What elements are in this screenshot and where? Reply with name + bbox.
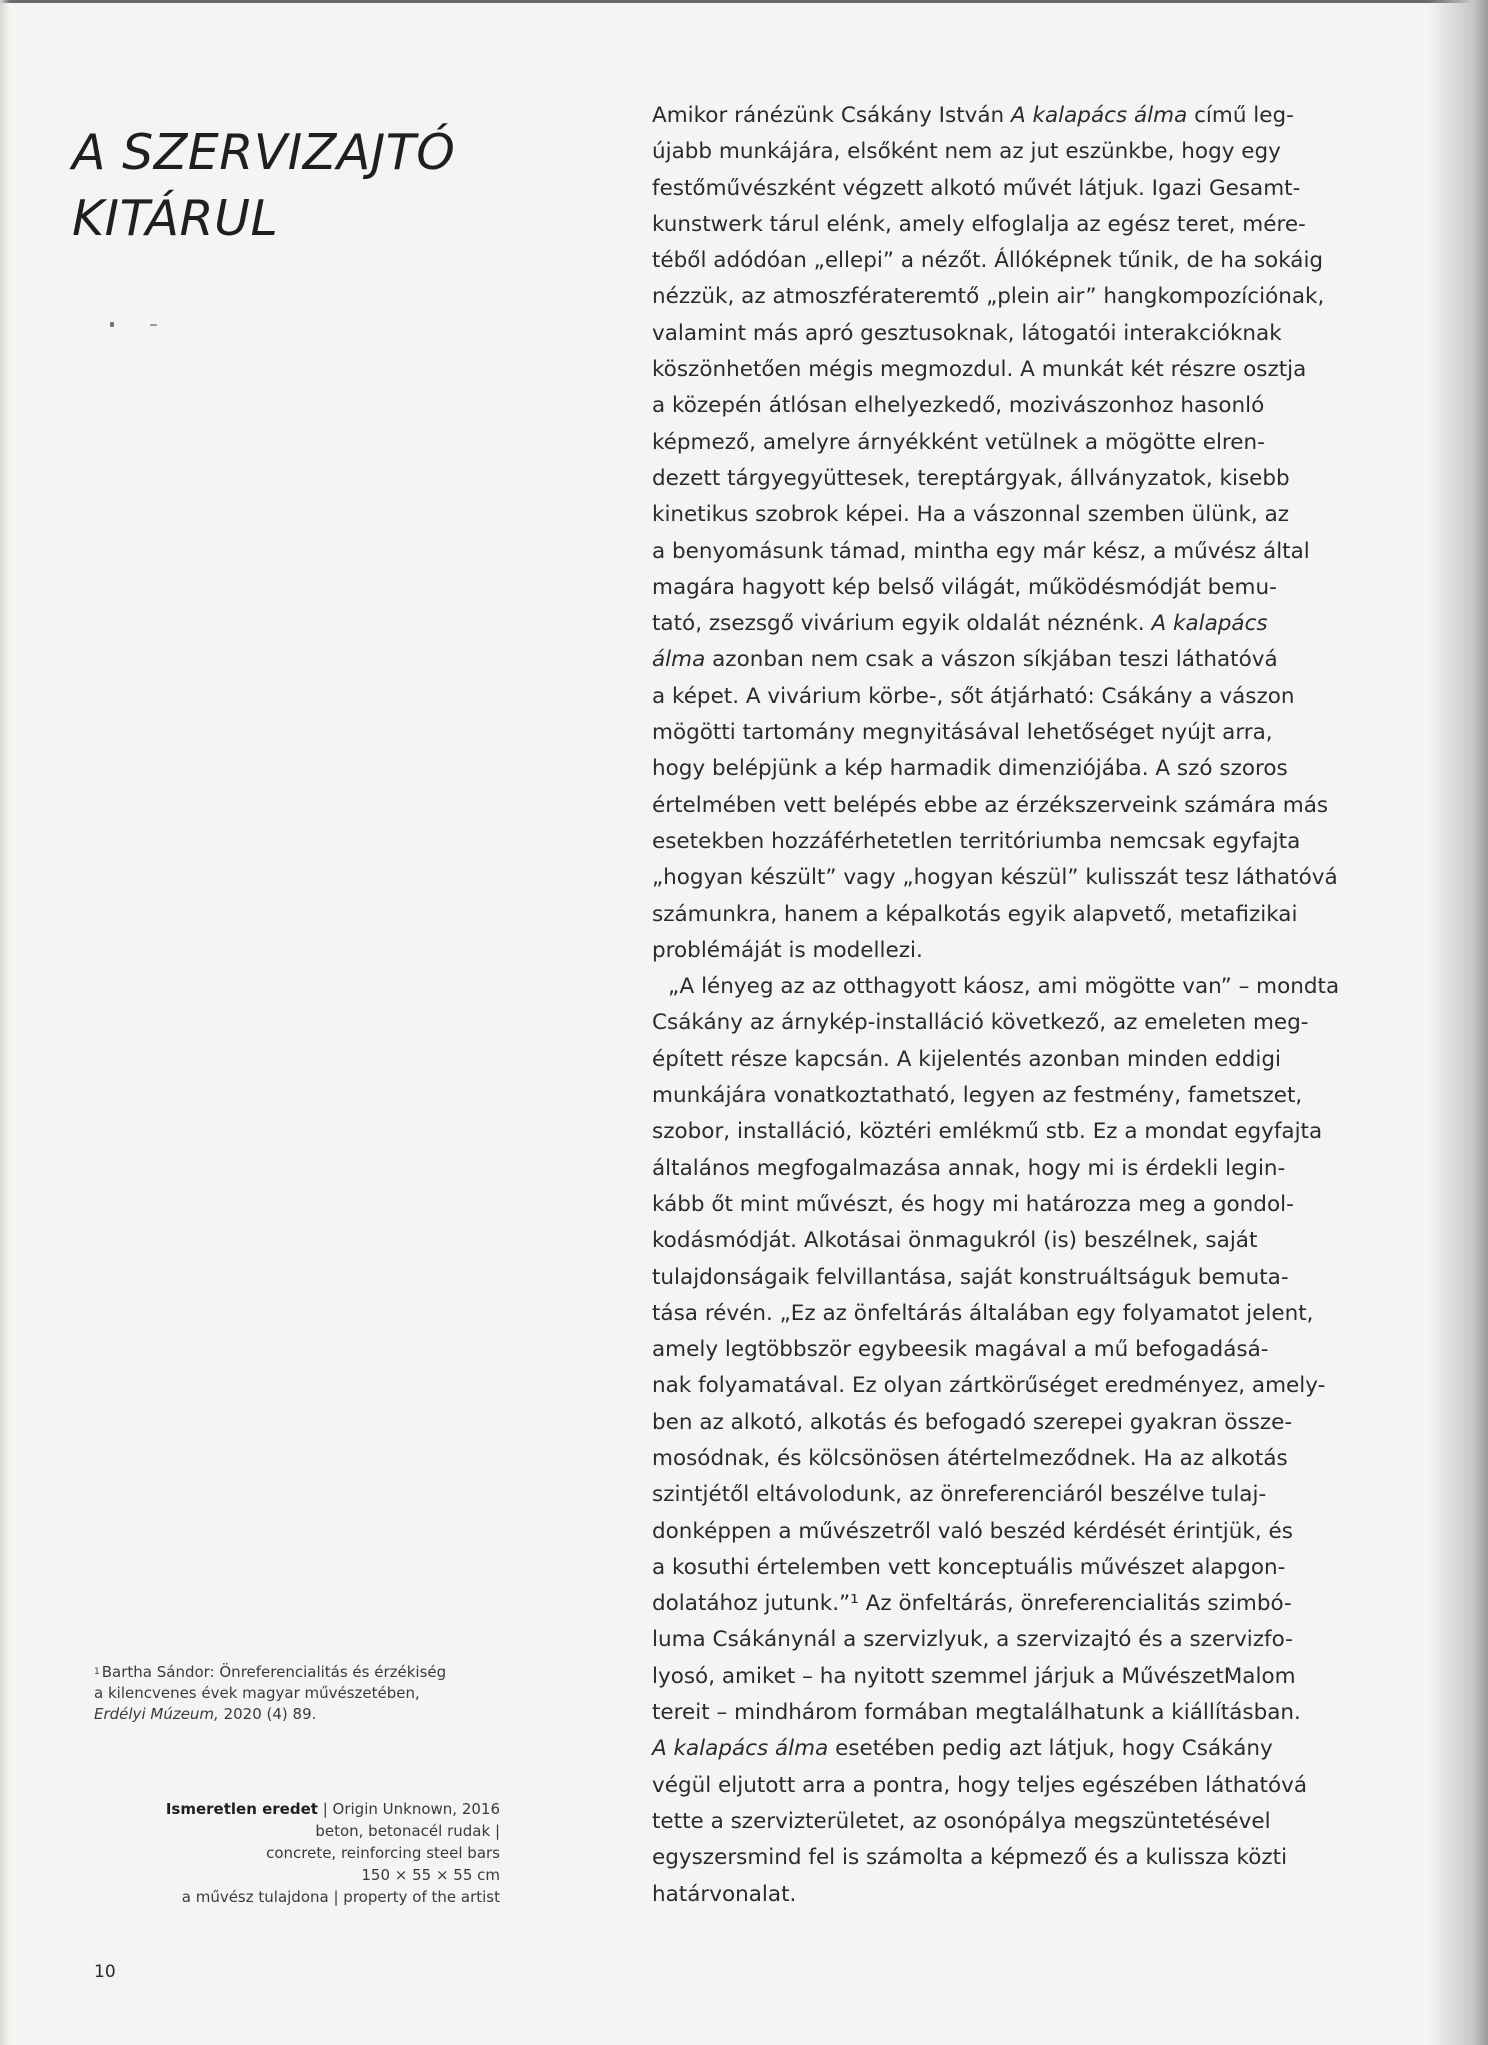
body-text-line [652, 642, 1352, 678]
body-text-segment: nak folyamatával. Ez olyan zártkörűséget eredményez, amely- [652, 1373, 1326, 1399]
body-text-line [652, 897, 1352, 933]
footnote-number: 1 [94, 1667, 100, 1677]
caption-materials-en: concrete, reinforcing steel bars [266, 1844, 500, 1862]
body-text-line [652, 316, 1352, 352]
caption-title-line [100, 1798, 500, 1820]
body-text-segment: mosódnak, és kölcsönösen átértelmeződnek. Ha az alkotás [652, 1445, 1288, 1471]
body-text-segment: lyosó, amiket – ha nyitott szemmel járjuk a MűvészetMalom [652, 1663, 1296, 1689]
body-text-segment: szobor, installáció, köztéri emlékmű stb. Ez a mondat egyfajta [652, 1119, 1323, 1145]
page-gutter-shadow [1428, 0, 1488, 2045]
footnote [94, 1662, 524, 1725]
body-text-line [652, 1586, 1352, 1622]
body-text-line [652, 1005, 1352, 1041]
body-text-segment: számunkra, hanem a képalkotás egyik alapvető, metafizikai [652, 901, 1298, 927]
body-text-line [652, 207, 1352, 243]
body-text-segment: szintjétől eltávolodunk, az önreferenciáról beszélve tulaj- [652, 1482, 1267, 1508]
body-text-segment: tulajdonságaik felvillantása, saját konstruáltságuk bemuta- [652, 1264, 1289, 1290]
body-text-line [652, 1368, 1352, 1404]
body-text-segment: problémáját is modellezi. [652, 937, 923, 963]
body-text-segment: tató, zsezsgő vivárium egyik oldalát néznénk. [652, 611, 1152, 637]
body-text-segment: újabb munkájára, elsőként nem az jut eszünkbe, hogy egy [652, 139, 1281, 165]
caption-ownership: a művész tulajdona | property of the artist [181, 1888, 500, 1906]
body-text-segment: dolatához jutunk.”¹ Az önfeltárás, önreferencialitás szimbó- [652, 1591, 1292, 1617]
body-text-line [652, 751, 1352, 787]
body-text-segment: „A lényeg az az otthagyott káosz, ami mögötte van” – mondta [668, 974, 1340, 1000]
body-text-line [652, 606, 1352, 642]
body-text-segment: Csákány az árnykép-installáció következő, az emeleten meg- [652, 1010, 1309, 1036]
body-text-line [652, 1622, 1352, 1658]
body-text-line [652, 1260, 1352, 1296]
body-text-line [652, 1695, 1352, 1731]
article-title [72, 120, 552, 252]
body-text-line [652, 1223, 1352, 1259]
body-text-segment: azonban nem csak a vászon síkjában teszi láthatóvá [705, 647, 1278, 673]
body-text-line [652, 1114, 1352, 1150]
footnote-journal: Erdélyi Múzeum, [94, 1705, 219, 1723]
body-text-segment: a közepén átlósan elhelyezkedő, mozivászonhoz hasonló [652, 393, 1265, 419]
body-text-segment: téből adódóan „ellepi” a nézőt. Állóképnek tűnik, de ha sokáig [652, 248, 1324, 274]
body-text-line [652, 1151, 1352, 1187]
body-text-line [652, 933, 1352, 969]
page-top-edge [0, 0, 1488, 3]
caption-title-english: | Origin Unknown, 2016 [317, 1800, 500, 1818]
caption-dimensions: 150 × 55 × 55 cm [361, 1866, 500, 1884]
body-text-segment: a benyomásunk támad, mintha egy már kész, a művész által [652, 538, 1310, 564]
body-text-line [652, 461, 1352, 497]
body-text-segment: valamint más apró gesztusoknak, látogatói interakcióknak [652, 320, 1282, 346]
body-text-line [652, 570, 1352, 606]
body-text-segment: végül eljutott arra a pontra, hogy teljes egészében láthatóvá [652, 1772, 1308, 1798]
body-text-line [652, 824, 1352, 860]
body-text-line [652, 388, 1352, 424]
body-text-segment: donképpen a művészetről való beszéd kérdését érintjük, és [652, 1518, 1293, 1544]
caption-materials-hu: beton, betonacél rudak | [315, 1822, 500, 1840]
body-text-line [652, 534, 1352, 570]
ornament-dash [150, 324, 157, 326]
italic-artwork-title: A kalapács álma [652, 1736, 829, 1762]
article-body [652, 98, 1352, 1913]
body-text-segment: tása révén. „Ez az önfeltárás általában egy folyamatot jelent, [652, 1300, 1314, 1326]
body-text-line [652, 1731, 1352, 1767]
body-text-segment: esetekben hozzáférhetetlen territóriumba nemcsak egyfajta [652, 828, 1301, 854]
body-text-line [652, 1441, 1352, 1477]
body-text-segment: a képet. A vivárium körbe-, sőt átjárható: Csákány a vászon [652, 683, 1295, 709]
body-text-line [652, 1514, 1352, 1550]
body-text-segment: kinetikus szobrok képei. Ha a vászonnal szemben ülünk, az [652, 502, 1290, 528]
body-text-segment: a kosuthi értelemben vett konceptuális művészet alapgon- [652, 1554, 1286, 1580]
body-text-segment: köszönhetően mégis megmozdul. A munkát két részre osztja [652, 357, 1307, 383]
body-text-segment: egyszersmind fel is számolta a képmező és a kulissza közti [652, 1845, 1288, 1871]
body-text-line [652, 1659, 1352, 1695]
italic-artwork-title: A kalapács álma [1010, 103, 1188, 128]
body-text-segment: nézzük, az atmoszférateremtő „plein air” hangkompozíciónak, [652, 284, 1325, 310]
body-text-line [652, 1804, 1352, 1840]
footnote-text: Bartha Sándor: Önreferencialitás és érzékiség [101, 1663, 447, 1681]
body-text-segment: kodásmódját. Alkotásai önmagukról (is) beszélnek, saját [652, 1228, 1258, 1254]
body-text-segment: hogy belépjünk a kép harmadik dimenziójába. A szó szoros [652, 756, 1288, 782]
body-text-line [652, 279, 1352, 315]
page-left-shadow [0, 0, 10, 2045]
body-text-segment: tereit – mindhárom formában megtalálhatunk a kiállításban. [652, 1700, 1301, 1726]
body-text-line [652, 425, 1352, 461]
body-text-segment: értelmében vett belépés ebbe az érzékszerveink számára más [652, 792, 1329, 818]
footnote-line: a kilencvenes évek magyar művészetében, [94, 1684, 420, 1702]
body-text-line [652, 243, 1352, 279]
body-text-segment: Amikor ránézünk Csákány István [652, 103, 1011, 128]
body-text-segment: amely legtöbbször egybeesik magával a mű befogadásá- [652, 1337, 1269, 1363]
italic-artwork-title: A kalapács [1151, 611, 1268, 637]
body-text-line [652, 497, 1352, 533]
body-text-segment: esetében pedig azt látjuk, hogy Csákány [828, 1736, 1273, 1762]
body-text-segment: épített része kapcsán. A kijelentés azonban minden eddigi [652, 1046, 1281, 1072]
ornament-dot [110, 322, 114, 327]
body-text-segment: kább őt mint művészt, és hogy mi határozza meg a gondol- [652, 1191, 1294, 1217]
body-text-segment: luma Csákánynál a szervizlyuk, a szervizajtó és a szervizfo- [652, 1627, 1293, 1653]
title-ornament [110, 322, 160, 332]
body-text-line [652, 1296, 1352, 1332]
body-text-segment: mögötti tartomány megnyitásával lehetőséget nyújt arra, [652, 720, 1273, 746]
body-text-line [652, 1840, 1352, 1876]
caption-title: Ismeretlen eredet [165, 1800, 318, 1818]
body-text-segment: „hogyan készült” vagy „hogyan készül” kulisszát tesz láthatóvá [652, 865, 1338, 891]
body-text-segment: festőművészként végzett alkotó művét látjuk. Igazi Gesamt- [652, 175, 1301, 201]
body-text-segment: tette a szervizterületet, az osonópálya megszüntetésével [652, 1808, 1271, 1834]
artwork-caption [100, 1798, 500, 1908]
body-text-segment: általános megfogalmazása annak, hogy mi is érdekli legin- [652, 1155, 1286, 1181]
italic-artwork-title: álma [652, 647, 706, 673]
body-text-line [652, 679, 1352, 715]
body-text-line [652, 1187, 1352, 1223]
footnote-line [94, 1662, 524, 1683]
body-text-line [652, 98, 1352, 134]
body-text-line [652, 1042, 1352, 1078]
body-text-segment: dezett tárgyegyüttesek, tereptárgyak, állványzatok, kisebb [652, 465, 1290, 491]
body-text-line [652, 1078, 1352, 1114]
page-number: 10 [94, 1962, 116, 1982]
body-text-line [652, 1405, 1352, 1441]
body-text-line [652, 860, 1352, 896]
article-title-line-1: A SZERVIZAJTÓ [72, 124, 456, 181]
body-text-line [652, 788, 1352, 824]
body-text-line [652, 1550, 1352, 1586]
body-text-segment: képmező, amelyre árnyékként vetülnek a mögötte elren- [652, 429, 1265, 455]
body-text-segment: munkájára vonatkoztatható, legyen az festmény, fametszet, [652, 1083, 1303, 1109]
body-text-segment: határvonalat. [652, 1881, 797, 1907]
body-text-segment: kunstwerk tárul elénk, amely elfoglalja az egész teret, mére- [652, 211, 1306, 237]
body-text-segment: ben az alkotó, alkotás és befogadó szerepei gyakran össze- [652, 1409, 1293, 1435]
footnote-line [94, 1704, 524, 1725]
body-text-segment: magára hagyott kép belső világát, működésmódját bemu- [652, 574, 1277, 600]
body-text-line [652, 352, 1352, 388]
body-text-line [652, 134, 1352, 170]
body-text-segment: című leg- [1187, 103, 1294, 128]
body-text-line [652, 715, 1352, 751]
body-text-line [652, 171, 1352, 207]
article-title-line-2: KITÁRUL [72, 190, 279, 247]
body-text-line [652, 1877, 1352, 1913]
body-text-line [652, 969, 1352, 1005]
footnote-citation: 2020 (4) 89. [218, 1705, 317, 1723]
body-text-line [652, 1332, 1352, 1368]
body-text-line [652, 1477, 1352, 1513]
body-text-line [652, 1768, 1352, 1804]
